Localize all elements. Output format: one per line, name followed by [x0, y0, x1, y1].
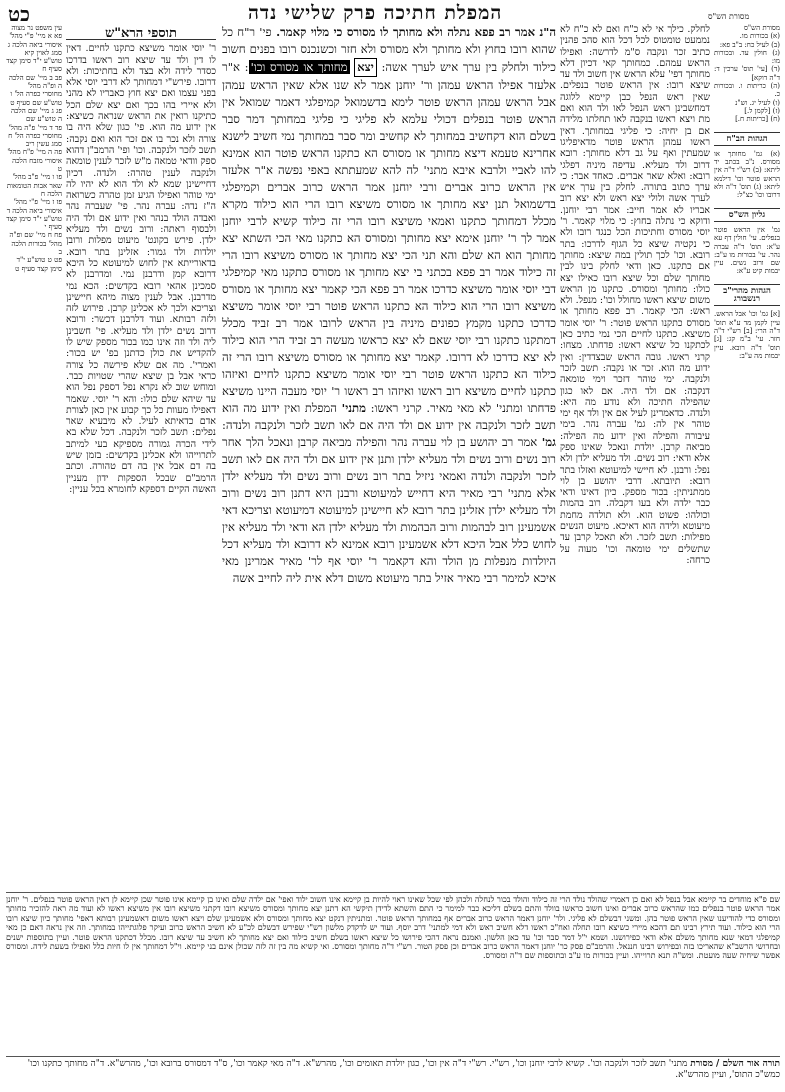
gemara-text-part3: אמר רב יהושע בן לוי עברה נהר והפילה מביאה קרבן ונאכל הלך אחר רוב נשים ורוב נשים ולד מעליא ילדן ותנן אין ידוע אם ולד היה אם לאו תשב לזכר ולנקבה ולנדה ואמאי ניזיל בתר רוב נשים ורוב נשים ולד מעליא ילדן אלא מתני' רבי מאיר היא דחייש למיעוטא ורבנן היא דתנן רוב נשים ורוב ולד מעליא ילדן אזלינן בתר רובא לא חיישינן למיעוטא דמיעוטא וצריכא דאי אשמעינן רוב לבהמות ורוב הבהמות ולד מעליא ילדן הא ודאי ולד מעליא אין לחוש כלל אבל היכא דלא אשמעינן רובא אמינא לא דרובא ולד מעליא דכל היולדות מנפלות מן הולד והא דקאמר ר' יוסי אף לר' מאיר אמרינן מאי איכא למימר רבי מאיר אזיל בתר מיעוטא משום דלא אית ליה לחייב אשה — [222, 435, 556, 585]
mesoret-header: מסורת הש"ס — [708, 12, 750, 21]
tosafot-commentary — [66, 24, 216, 890]
bottom-commentary — [6, 892, 780, 1055]
bottom-commentary-text: שם פ"א מוחדים בר קיימא אבל בנפל לא ואם כן דאמרי שהולד נולד הרי זה כילוד והולד בכור לנחלה ולכהן לפי שכל שאינו ראוי להיות בן קיימא אינו חשוב ילוד ואפי' אם ילדה שלם ואינו בן קיימא אינו פוטר שכן קיימא לן דאין הראש פוטר בנפלים. ר' יוחנן אמר הראש פוטר בנפלים כמו שהראש כרוב אברים ואינו חשוב כראשו בוולד והתם בשלם דליכא כבר למימר כי התם והשתא לדידן תיקשי הא דתנן יצא מחותך ומסורס משיצא רובו דקתני משיצא רובו אין משיצא ראשו לא ועוד מה ראה להזכיר מחותך ומסורס כדי להודיענו שאין הראש פוטר בהן. ומשני דבשלם לא פליגי. ולר' יוחנן דאמר הראש כרוב אברים אף במחותך הראש פוטר. ומתניתין דנקט יצא מחותך ומסורס ולא אשמעינן שלם ויצא ראשו משום דאשמעינן רבותא דאפי' מחותך כיון שיצא רובו הרי הוא כילוד. ועוד תירץ רבינו תם דהכא מיירי כשיצא רובו תחלה ואח"כ ראשו דלא חשיב ראש ולא דמי למתני' דרב יוסף. ועוד יש לדקדק מלשון רש"י שפירש דבשלם לכ"ע לא חשיב הראש כרוב ועיקר פלוגתייהו במחותך. וזה אין נראה דאם כן מאי קמיפלגי דמאי שנא מחותך משלם אלא ודאי כפירושנו. ושמא י"ל דמר סבר וכו' עד כאן הלשון. ואמנם נראה דהכי פירושו כל שיצא ראשו בשלם חשיב כילוד ואם יצא מחותך לא חשיב עד שיצא רובו. מכלל דכתקנו הראש פוטר. ועיין בתוספות ישנים ובחדושי הרשב"א שהאריכו בזה ובפירוש רבינו חננאל. והרמב"ם פסק כר' יוחנן דאמר הראש כרוב אברים וכן פסק הטור. רש"י ד"ה מחותך ומסורס. ואי קשיא מה בין זה לזה שכולן אינם בני קיימא. וי"ל דמחותך אין לו חיות כלל ואפילו בשעת לידה. ומסורס אפשר שיחיה שעה מועטת. ומש"ה תנא תרוייהו. ועיין בכורות מו ע"ב ובתוספות שם ד"ה ומסורס. — [6, 895, 780, 961]
ein-mishpat-text: עין משפט נר מצוה פא א מיי' פ"י מהל' איסורי ביאה הלכה ג סמג לאוין קיא טוש"ע י"ד סימן קצד סעיף ח פב ב מיי' שם הלכה ה ופ"ה מהל' מחוסרי כפרה הל' ו טוש"ע שם סעיף ט פג ג מיי' שם הלכה ה טוש"ע שם פד ד מיי' פ"ה מהל' מחוסרי כפרה הל' ח סמג עשין ריב פה ה מיי' פ"ח מהל' איסורי מזבח הלכה ט פו ו מיי' פ"ב מהל' שאר אבות הטומאות הלכה ח פז ז מיי' פ"י מהל' איסורי ביאה הלכה ד טוש"ע י"ד סימן קצד סעיף י פח ח מיי' שם ופ"ה מהל' בכורות הלכה ב פט ט טוש"ע י"ד סימן קצד סעיף ט — [6, 24, 62, 273]
page-header — [8, 2, 778, 24]
gilyon-hashas-text: גמ' אין הראש פוטר בנפלים. עי' חולין דף עא ע"א: תוס' ד"ה עברה נהר. עי' בכורות מו ע"ב: שם ורוב נשים. עיין יבמות קיט ע"א: — [714, 225, 780, 276]
ein-mishpat-column — [6, 24, 62, 890]
mishnah-quote-box: יצא — [354, 58, 377, 77]
highlighted-phrase[interactable]: מחותך או מסורס וכו' — [250, 60, 348, 74]
gemara-opening-word: ה"נ — [535, 25, 556, 39]
gemara-text-part2: : א"ר אלעזר אפילו הראש עמהן ור' יוחנן אמר לא שנו אלא שאין הראש עמהן אבל הראש עמהן הראש פוטר לימא בדשמואל קמיפלגי דאמר שמואל אין הראש פוטר בנפלים דכולי עלמא לא פליגי כי פליגי במחותך דמר סבר בשלם הוא דקחשיב במחותך לא קחשיב ומר סבר במחותך נמי חשיב לישנא אחרינא טעמא דיצא מחותך או מסורס הא כתקנו הראש פוטר הוא אמינא להו לאביי ולרבא איבא מתני' לה להא שמעתתא באפי נפשה א"ר אלעזר אין הראש כרוב אברים ורבי יוחנן אמר הראש כרוב אברים וקמיפלגי בדשמואל תנן יצא מחותך או מסורס משיצא רובו הרי הוא כילוד מקרא מכלל דמחותך כתקנו ואמאי משיצא רובו הרי זה כילוד קשיא לרבי יוחנן אמר לך ר' יוחנן אימא יצא מחותך ומסורס הא כתקנו מאי הכי השתא יצא מחותך הוא הא שלם והא תני הכי יצא מחותך או מסורס משיצא רובו הרי זה כילוד אמר רב פפא בכתני בי יצא מחותך או מסורס כתקנו מאי קמיפלגי דבי יוסי אומר משיצא כדרכו אמר רב פפא הכי קאמר יצא מחותך או מסורס משיצא רובו הרי הוא כילוד הא כתקנו הראש פוטר רבי יוסי אומר משיצא כדרכו כתקנו מקמץ כפונים מיניה בין הראש לרובו אמר רב זביד מכלל דמתקנו כתקנו רבי יוסי שאם לא יצא כראשו מעשה רב זביד הרי הוא כילוד לא יצא כדרכו לא דרובו. קאמר יצא מחותך או מסורס משיצא רובו הרי זה כילוד הא כתקנו הראש פוטר רבי יוסי אומר משיצא כתקנו לחיים ואיזהו כתקנו לחיים משיצא רוב ראשו ואיזהו רב ראשו ר' יוסי מעבה היינו משיצא פדחתו ומתני' לא מאי מאיר. קרני ראשו: — [222, 60, 556, 415]
mishnah-text: המפלת ואין ידוע מה הוא תשב לזכר ולנקבה אין ידוע אם ולד היה אם לאו תשב לזכר ולנקבה ולנדה: — [222, 401, 556, 432]
mishnah-label: מתני' — [341, 401, 366, 415]
footer-text: מתני' תשב לזכר ולנקבה וכו'. קשיא לרבי יוחנן וכו', רש"י. רש"י ד"ה אין וכו', כגון יולדת תאומים וכו', מהרש"א. ד"ה מאי קאמר וכו', ס"ד דמסורס ברובא וכו', מהרש"א. ד"ה מחותך כתקנו וכו' כמש"כ התוס', ועיין מהרש"א. — [27, 1059, 780, 1080]
mesoret-hashas-notes: מסורת הש"ס (א) בכורות מו. (ב) לעיל כח: ב"ב פא: (ג) חולין עד. ובכורות מו: (ד) [עי' תוס' ערכין ד: ד"ה דוקא] (ה) כריתות ו. ובכורות כ. (ו) לעיל יג. וש"נ (ז) [לקמן ל.] (ח) [כריתות ח.] — [714, 24, 780, 124]
hagahot-maharib-text: [א] גמ' וכו' אבל הראש. עיין לקמן מד ע"א תוס' ד"ה הרי: [ב] רש"י ד"ה חזר. עי' ב"מ קג: [ג] תוס' ד"ה רובא. עיין יבמות מה ע"ב: — [714, 310, 780, 360]
hagahot-bach-heading: הגהות הב"ח — [714, 132, 780, 146]
tosafot-text: ר' יוסי אומר משיצא כתקנו לחיים. דאין לו דין ולד עד שיצא רוב ראשו בדרכו כסדר לידה ולא בצד ולא בחתיכות: ולא דרובו. פירש"י דמחותך לא דרבי יוסי אלא בפני עצמו ואם יצא חוץ כאבריו לא מהני ולא איירי בהו בכך ואם יצא שלם הכל כתיקנו רואין את הראש שנראה כשיצא: אין ידוע מה הוא. פי' כגון שלא היה בו צורה ולא נכר בו אם זכר הוא ואם נקבה: תשב לזכר ולנקבה. וכו' ופי' הרמב"ן דהוא ספק וודאי טמאה מ"ש לזכר לענין טומאה ולנקבה לענין טהרה: ולנדה. דכיון דחיישינן שמא לא ולד הוא לא יהיו לה ימי טוהר ואפילו הגיע זמן טהרה כשרואה ה"ז נדה: עברה נהר. פי' שעברה נהר ואבדה הולד בנהר ואין ידוע אם ולד היה ולבסוף ראתה: ורוב נשים ולד מעליא ילדן. פירש בקונט' מיעוט מפלות ורובן יולדות ולד גמור: אזלינן בתר רובא. בדאורייתא אין לחוש למיעוטא כל היכא דרובא קמן ודרבנן נמי. ומדרבנן לא סמכינן אהאי רובא בקדשים: הכא נמי מדרבנן. אבל לענין מצוה מיהא חיישינן וצריכא ולכך לא אכלינן קרבן. פירוש לזה ולזה רבותא. ועוד דלרבנן דכשר: ורובא דרוב נשים ילדן ולד מעליא. פי' חשבינן ליה ולד וזה אינו כמו בכור מספק שיש לו להקדיש את כולן כדתנן בפ' יש בכור: ואמרי'. מה אם שלא פירשה כל צורה כראי אבל בן שיצא שהרי שטויות כבר. ומוחש שוב לא נקרא נפל דספק נפל הוא עד שיהא שלם כולו: והא ר' יוסי. שאמר דאפילו מעוות כל כך קבוע אין כאן לצורת אדם כדאיתא לעיל. לא מיבעיא שאר נפלים: תשב לזכר ולנקבה. דכל שלא בא לידי הכרה גמורה מספיקא בעי למיתב לתרוייהו ולא אכלינן בקדשים: בזמן שיש בה דם אבל אין בה דם טהורה. וכתב הרמב"ם שבכל הספקות ידון מעניין האשה הקיים דספקא לחומרא בכל עניין: — [66, 43, 216, 495]
right-margin-column — [714, 24, 780, 890]
footer-label: תורה אור השלם / מסורת — [690, 1059, 780, 1069]
rashi-commentary — [560, 24, 710, 890]
folio-number: כט — [8, 2, 30, 26]
page-footer — [6, 1056, 780, 1089]
hagahot-bach-text: (א) גמ' מחותך או מסורס. נ"ב בכתב יד ליתא: (ב) רש"י ד"ה אין הראש פוטר וכו' דילמא ליתא: (ג) תוס' ד"ה ולא דרובו וכו' כצ"ל: — [714, 149, 780, 200]
tosafot-heading: תוספי הרא"ש — [66, 28, 216, 40]
gemara-first-line: אמר רב פפא נתלה ולא מחותך לו מסורס כי מלוי קאמר. — [271, 25, 536, 39]
page-title: המפלת חתיכה פרק שלישי נדה — [248, 2, 503, 24]
gemara-text-part1: פי' ר"ח כל שהוא רובו בחוץ ולא מחותך ולא מסורס ולא חזר וכשנכנס רובו בפנים חשוב כילוד ולחלק בין ערך איש לערך אשה: — [222, 25, 556, 74]
rashi-text: לחלק. כילך אי לא כ"ח ואם לא כ"ח לא נממעט טומטוס לכל דכל הוא סהכ פהנין כתיב זכר ונקבה ס"מ לדרשה: ואפילו הראש עמהם. כמחותך קאי דכיון דלא מחותך דפי' עלא הראש אין חשוב ולד עד שיצא רובו: אין הראש פוטר בנפלים. שאין ראש הנפל כבן קיימא ללוגה דמחשבינן ראש הנפל לאו ולד הוא ואם מת ויצא ראשו בנקבה לאו תחלתו מלידה אם בן יחיה: כי פליגי במחותך. דאין ראשו עמהן הראש פוטר מדאיפליגו שמעתין ואף על גב דלא מחותך: רובא דרוב ולד מעליא. עדיפה מיניה דפלגי רובא: ואלא שאר אברים. כאחד אבר: כי ערך כתוב בתורה. לחלק בין ערך איש לערך אשה ולולי יצא ראש ולא יצא רוב אבריו לא אמר חייב: אמר רבי יוחנן. ודוקא כי נתלה בחוץ: כי מלוי קאמר. ר' יוסי מסורס וחתיכות הכל כנגד רובו ולא כי נקטיה שיצא כל הגוף לדרכו: בתר רובא. וכו' לכך תולין במה שיצא: מחותך אם כתקנו. כאן ודאי לחלק בינו לבין מחותך שלם וכל שיצא רובו כאילו יצא כולו: מחותך ומסורס. כתקנו מן הראש משום שיצא ראשו מחולל וכו': מנפל. ולא ראש: הכי קאמר. רב פפא מחותך או מסורס כתקנו הראש פוטר: ר' יוסי אומר משיצא. כתקנו לחיים הכי נמי כתיב כאן לכתקנו כל שיצא ראשו: פדחתו. מצחו: קרני ראשו. גובה הראש שבצדדין: ואין ידוע מה הוא. זכר או נקבה: תשב לזכר ולנקבה. ימי טוהר דזכר וימי טומאה דנקבה: אם ולד היה. אם לאו כגון שהפילה חתיכה ולא נודע מה היא: ולנדה. כדאמרינן לעיל אם אין ולד אף ימי טוהר אין לה: גמ' עברה נהר. בימי עיבורה והפילה ואין ידוע מה הפילה: מביאה קרבן. יולדת ונאכל שאינו ספק אלא ודאי: רוב נשים. ולד מעליא ילדן ולא נפל: ורבנן. לא חיישי למיעוטא ואזלו בתר רובא: תיובתא. דרבי יהושע בן לוי ממתניתין: בכור מספק. כיון דאינו ודאי כבר ילדה ולא בעו דקבלה. רוב בהמות וכולהו: פשוט הוא. ולא תולדה מחמת מיעוטא ולידה הוא דאיכא. מיעוט הנשים מפילות: תשב לזכר. ולא תאכל קרבן עד שתשלים ימי טומאה וכו' מעוה על כרחה: — [560, 24, 710, 566]
hagahot-maharib-heading: הגהות מהרי"ב רנשבורג — [714, 284, 780, 307]
gemara-main-text — [222, 24, 556, 890]
gilyon-hashas-heading: גליון הש"ס — [714, 208, 780, 222]
gemara-label: גמ' — [541, 435, 556, 449]
